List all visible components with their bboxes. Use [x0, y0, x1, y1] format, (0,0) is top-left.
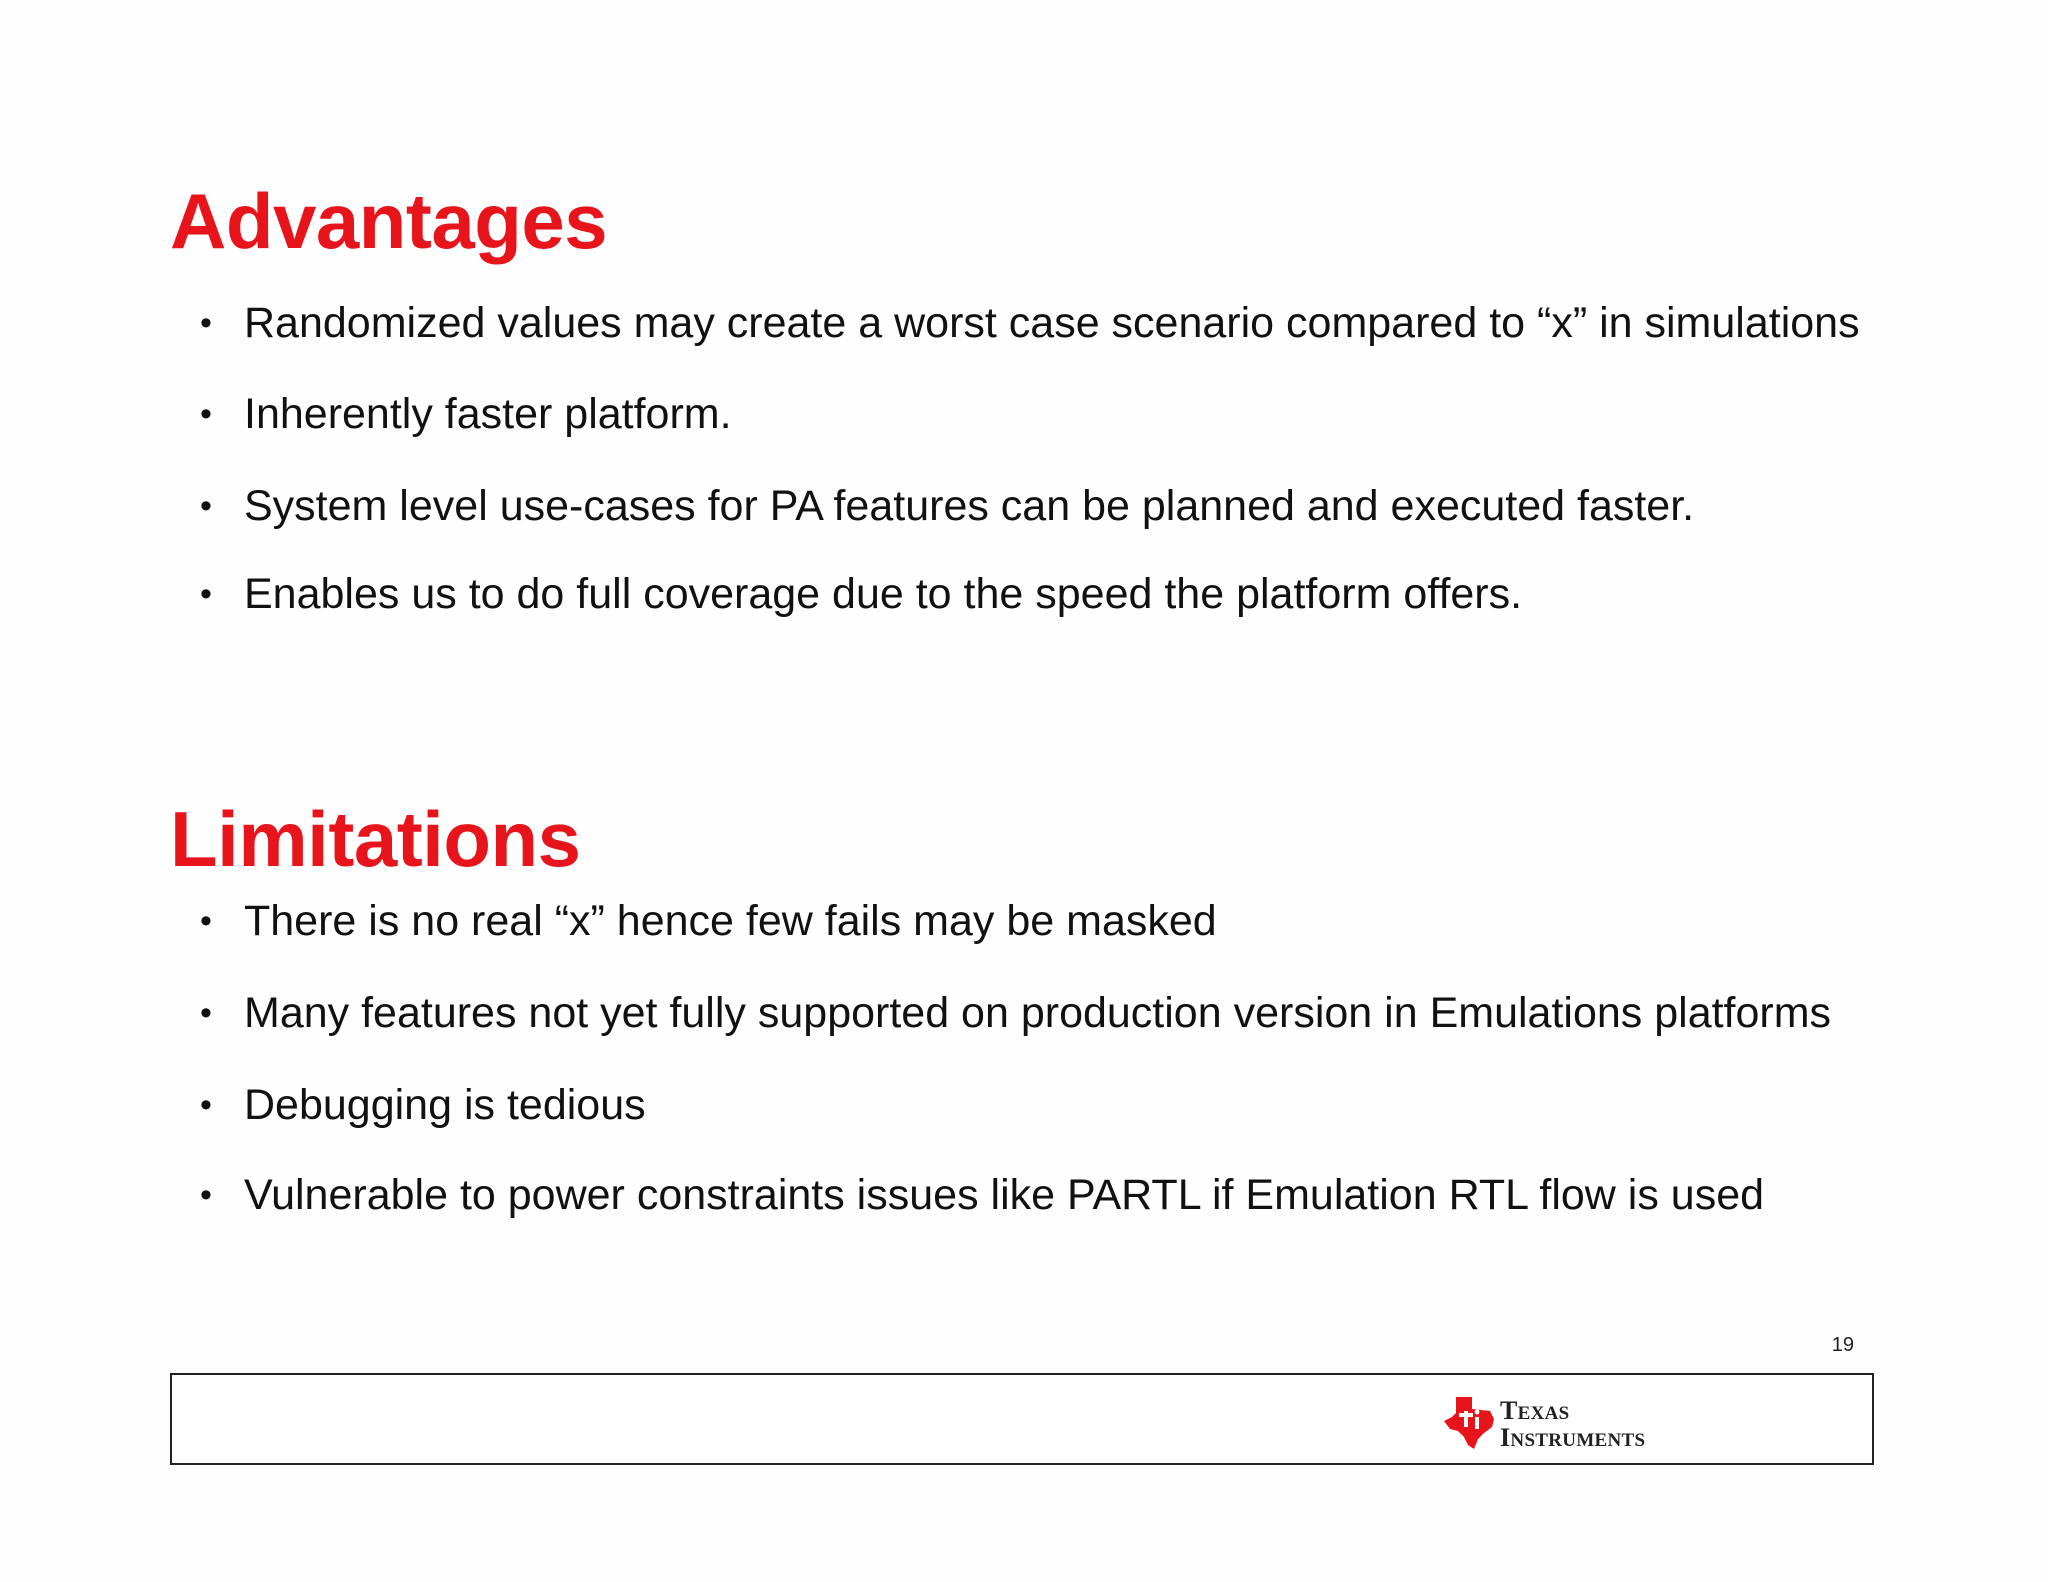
bullet-icon: •: [200, 395, 212, 433]
texas-instruments-logo: [1442, 1395, 1682, 1451]
bullet-icon: •: [200, 1086, 212, 1124]
list-item: [196, 296, 1876, 351]
bullet-icon: •: [200, 994, 212, 1032]
list-item-text: Vulnerable to power constraints issues like PARTL if Emulation RTL flow is used: [244, 1171, 1765, 1219]
list-item-text: Inherently faster platform.: [244, 390, 732, 438]
logo-i-dot: [1475, 1410, 1480, 1415]
logo-t-bar: [1459, 1413, 1473, 1417]
list-item-text: Many features not yet fully supported on production version in Emulations platforms: [244, 989, 1832, 1037]
logo-i-stroke: [1475, 1417, 1479, 1429]
list-item: [196, 894, 1876, 949]
bullet-icon: •: [200, 487, 212, 525]
list-item-text: Debugging is tedious: [244, 1081, 646, 1129]
list-item: [196, 479, 1876, 534]
list-item: [196, 387, 1876, 442]
bullet-icon: •: [200, 902, 212, 940]
list-item-text: Enables us to do full coverage due to the speed the platform offers.: [244, 570, 1523, 618]
list-item-text: There is no real “x” hence few fails may be masked: [244, 897, 1217, 945]
wordmark-line-texas: [1500, 1396, 1645, 1426]
list-item: [196, 1168, 1876, 1223]
list-item: [196, 567, 1876, 622]
bullet-icon: •: [200, 304, 212, 342]
list-item: [196, 986, 1876, 1041]
texas-instruments-wordmark: [1500, 1396, 1646, 1453]
list-item-text: System level use-cases for PA features can be planned and executed faster.: [244, 482, 1695, 530]
advantages-heading: Advantages: [170, 177, 608, 265]
list-item-text: Randomized values may create a worst case scenario compared to “x” in simulations: [244, 299, 1860, 347]
wordmark-initial: T: [1500, 1396, 1518, 1425]
limitations-list: [196, 894, 1876, 1223]
bullet-icon: •: [200, 1176, 212, 1214]
page-number: 19: [1831, 1334, 1854, 1356]
footer-bar: [170, 1373, 1874, 1465]
limitations-heading: Limitations: [170, 795, 581, 883]
bullet-icon: •: [200, 575, 212, 613]
wordmark-initial: I: [1500, 1423, 1511, 1452]
wordmark-rest: EXAS: [1517, 1403, 1570, 1424]
texas-shape: [1444, 1397, 1494, 1449]
advantages-list: [196, 296, 1876, 622]
list-item: [196, 1078, 1876, 1133]
wordmark-rest: NSTRUMENTS: [1510, 1430, 1646, 1451]
wordmark-line-instruments: [1500, 1423, 1646, 1453]
texas-instruments-logo-icon: [1442, 1395, 1496, 1451]
